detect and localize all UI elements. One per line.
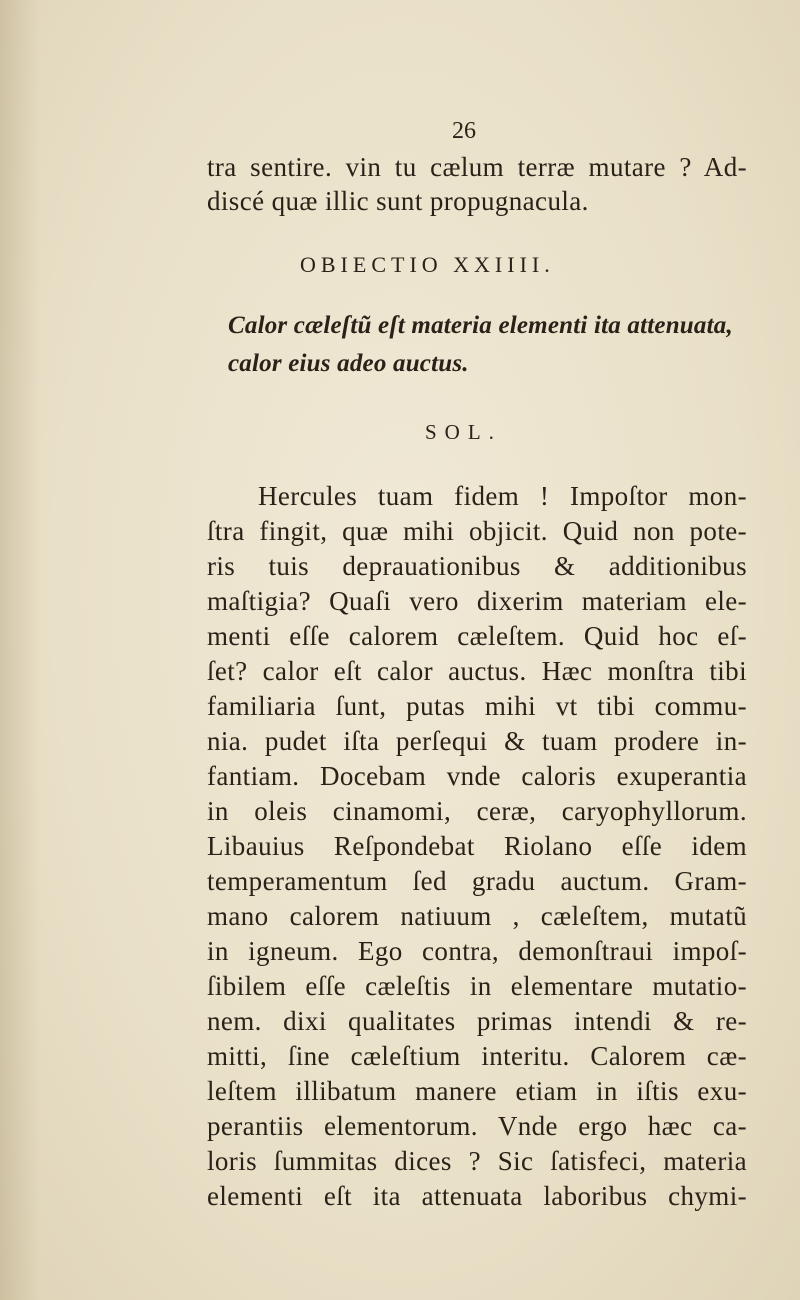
italic-line-1: Calor cæleſtũ eſt materia elementi ita attenuata, xyxy=(228,312,733,339)
body-line: in oleis cinamomi, ceræ, caryophyllorum. xyxy=(207,796,747,826)
body-line: ſtra fingit, quæ mihi objicit. Quid non pote- xyxy=(207,516,747,546)
body-line: leſtem illibatum manere etiam in iſtis exu- xyxy=(207,1076,747,1106)
gutter-shadow xyxy=(0,0,40,1300)
body-line: familiaria ſunt, putas mihi vt tibi commu- xyxy=(207,691,747,721)
text-line-top-2: discé quæ illic sunt propugnacula. xyxy=(207,186,589,216)
speaker-heading: SOL. xyxy=(425,420,502,444)
body-line: ſet? calor eſt calor auctus. Hæc monſtra tibi xyxy=(207,656,747,686)
body-line: fantiam. Docebam vnde caloris exuperantia xyxy=(207,761,747,791)
body-line: mitti, ſine cæleſtium interitu. Calorem cæ- xyxy=(207,1041,747,1071)
body-line: Libauius Reſpondebat Riolano eſſe idem xyxy=(207,831,747,861)
body-line: in igneum. Ego contra, demonſtraui impoſ- xyxy=(207,936,747,966)
page-number: 26 xyxy=(452,118,476,144)
body-line: loris ſummitas dices ? Sic ſatisfeci, materia xyxy=(207,1146,747,1176)
body-line: ſibilem eſſe cæleſtis in elementare mutatio- xyxy=(207,971,747,1001)
body-line: nem. dixi qualitates primas intendi & re- xyxy=(207,1006,747,1036)
body-line: maſtigia? Quaſi vero dixerim materiam ele- xyxy=(207,586,747,616)
body-line: ris tuis deprauationibus & additionibus xyxy=(207,551,747,581)
body-line: elementi eſt ita attenuata laboribus chymi- xyxy=(207,1181,747,1211)
italic-line-2: calor eius adeo auctus. xyxy=(228,350,469,377)
body-line: menti eſſe calorem cæleſtem. Quid hoc eſ- xyxy=(207,621,747,651)
body-line: mano calorem natiuum , cæleſtem, mutatũ xyxy=(207,901,747,931)
text-line-top-1: tra sentire. vin tu cælum terræ mutare ? Ad- xyxy=(207,152,747,182)
body-line: perantiis elementorum. Vnde ergo hæc ca- xyxy=(207,1111,747,1141)
section-heading: OBIECTIO XXIIII. xyxy=(300,252,555,277)
body-line: nia. pudet iſta perſequi & tuam prodere in- xyxy=(207,726,747,756)
body-line: temperamentum ſed gradu auctum. Gram- xyxy=(207,866,747,896)
body-line: Hercules tuam fidem ! Impoſtor mon- xyxy=(258,481,747,511)
